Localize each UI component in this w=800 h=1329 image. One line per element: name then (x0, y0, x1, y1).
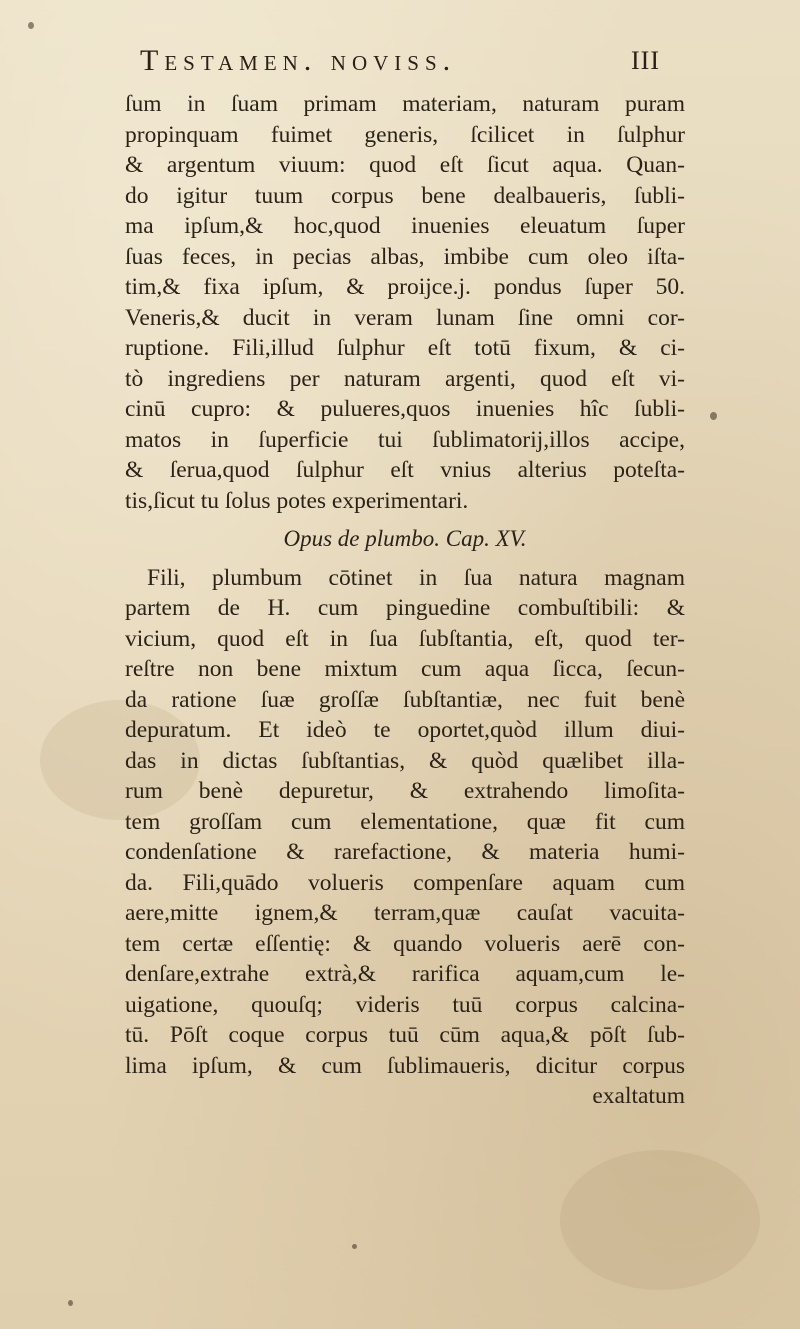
text-line: tem groſſam cum elementatione, quæ fit cum (125, 808, 685, 835)
text-line: partem de H. cum pinguedine combuſtibili: & (125, 595, 685, 621)
ink-spot (28, 22, 34, 29)
text-line: da ratione ſuæ groſſæ ſubſtantiæ, nec fuit benè (125, 686, 685, 713)
chapter-heading: Opus de plumbo. Cap. XV. (283, 526, 527, 551)
text-line: das in dictas ſubſtantias, & quòd quælibet illa- (125, 747, 685, 774)
ink-spot (68, 1300, 73, 1306)
body-text (125, 89, 685, 1112)
text-line: & argentum viuum: quod eſt ſicut aqua. Quan- (125, 152, 685, 178)
text-line: & ſerua,quod ſulphur eſt vnius alterius poteſta- (125, 457, 685, 483)
text-line: do igitur tuum corpus bene dealbaueris, ſubli- (125, 182, 685, 209)
text-line: uigatione, quouſq; videris tuū corpus calcina- (125, 991, 685, 1018)
text-line: denſare,extrahe extrà,& rarifica aquam,cum le- (125, 961, 685, 987)
paper-stain (560, 1150, 760, 1290)
text-line: depuratum. Et ideò te oportet,quòd illum diui- (125, 717, 685, 743)
catchword: exaltatum (592, 1083, 685, 1109)
text-line: ruptione. Fili,illud ſulphur eſt totū fixum, & ci- (125, 335, 685, 361)
text-line: vicium, quod eſt in ſua ſubſtantia, eſt, quod ter- (125, 625, 685, 652)
text-line: ma ipſum,& hoc,quod inuenies eleuatum ſuper (125, 213, 685, 239)
text-line: reſtre non bene mixtum cum aqua ſicca, ſecun- (125, 656, 685, 682)
text-line: matos in ſuperficie tui ſublimatorij,illos accipe, (125, 426, 685, 453)
text-line: condenſatione & rarefactione, & materia humi- (125, 839, 685, 865)
text-line: tò ingrediens per naturam argenti, quod eſt vi- (125, 365, 685, 392)
text-line: ſum in ſuam primam materiam, naturam puram (125, 91, 685, 117)
text-line: tū. Pōſt coque corpus tuū cūm aqua,& pōſt ſub- (125, 1022, 685, 1048)
running-title: Testamen. noviss. (140, 44, 457, 77)
ink-spot (710, 412, 717, 420)
text-line: lima ipſum, & cum ſublimaueris, dicitur corpus (125, 1052, 685, 1079)
ink-spot (352, 1244, 357, 1249)
text-line: da. Fili,quādo volueris compenſare aquam cum (125, 869, 685, 896)
page-number: III (631, 46, 660, 75)
text-line: Fili, plumbum cōtinet in ſua natura magnam (147, 564, 685, 591)
running-head (140, 44, 660, 84)
text-line: tem certæ eſſentię: & quando volueris aerē con- (125, 930, 685, 957)
text-line: rum benè depuretur, & extrahendo limoſita- (125, 778, 685, 804)
text-line: aere,mitte ignem,& terram,quæ cauſat vacuita- (125, 900, 685, 926)
text-line: propinquam fuimet generis, ſcilicet in ſulphur (125, 121, 685, 148)
text-line: tim,& fixa ipſum, & proijce.j. pondus ſuper 50. (125, 274, 685, 300)
text-line: ſuas feces, in pecias albas, imbibe cum oleo iſta- (125, 243, 685, 270)
text-line: Veneris,& ducit in veram lunam ſine omni cor- (125, 304, 685, 331)
text-line: cinū cupro: & pulueres,quos inuenies hîc ſubli- (125, 396, 685, 422)
text-line: tis,ſicut tu ſolus potes experimentari. (125, 487, 469, 514)
